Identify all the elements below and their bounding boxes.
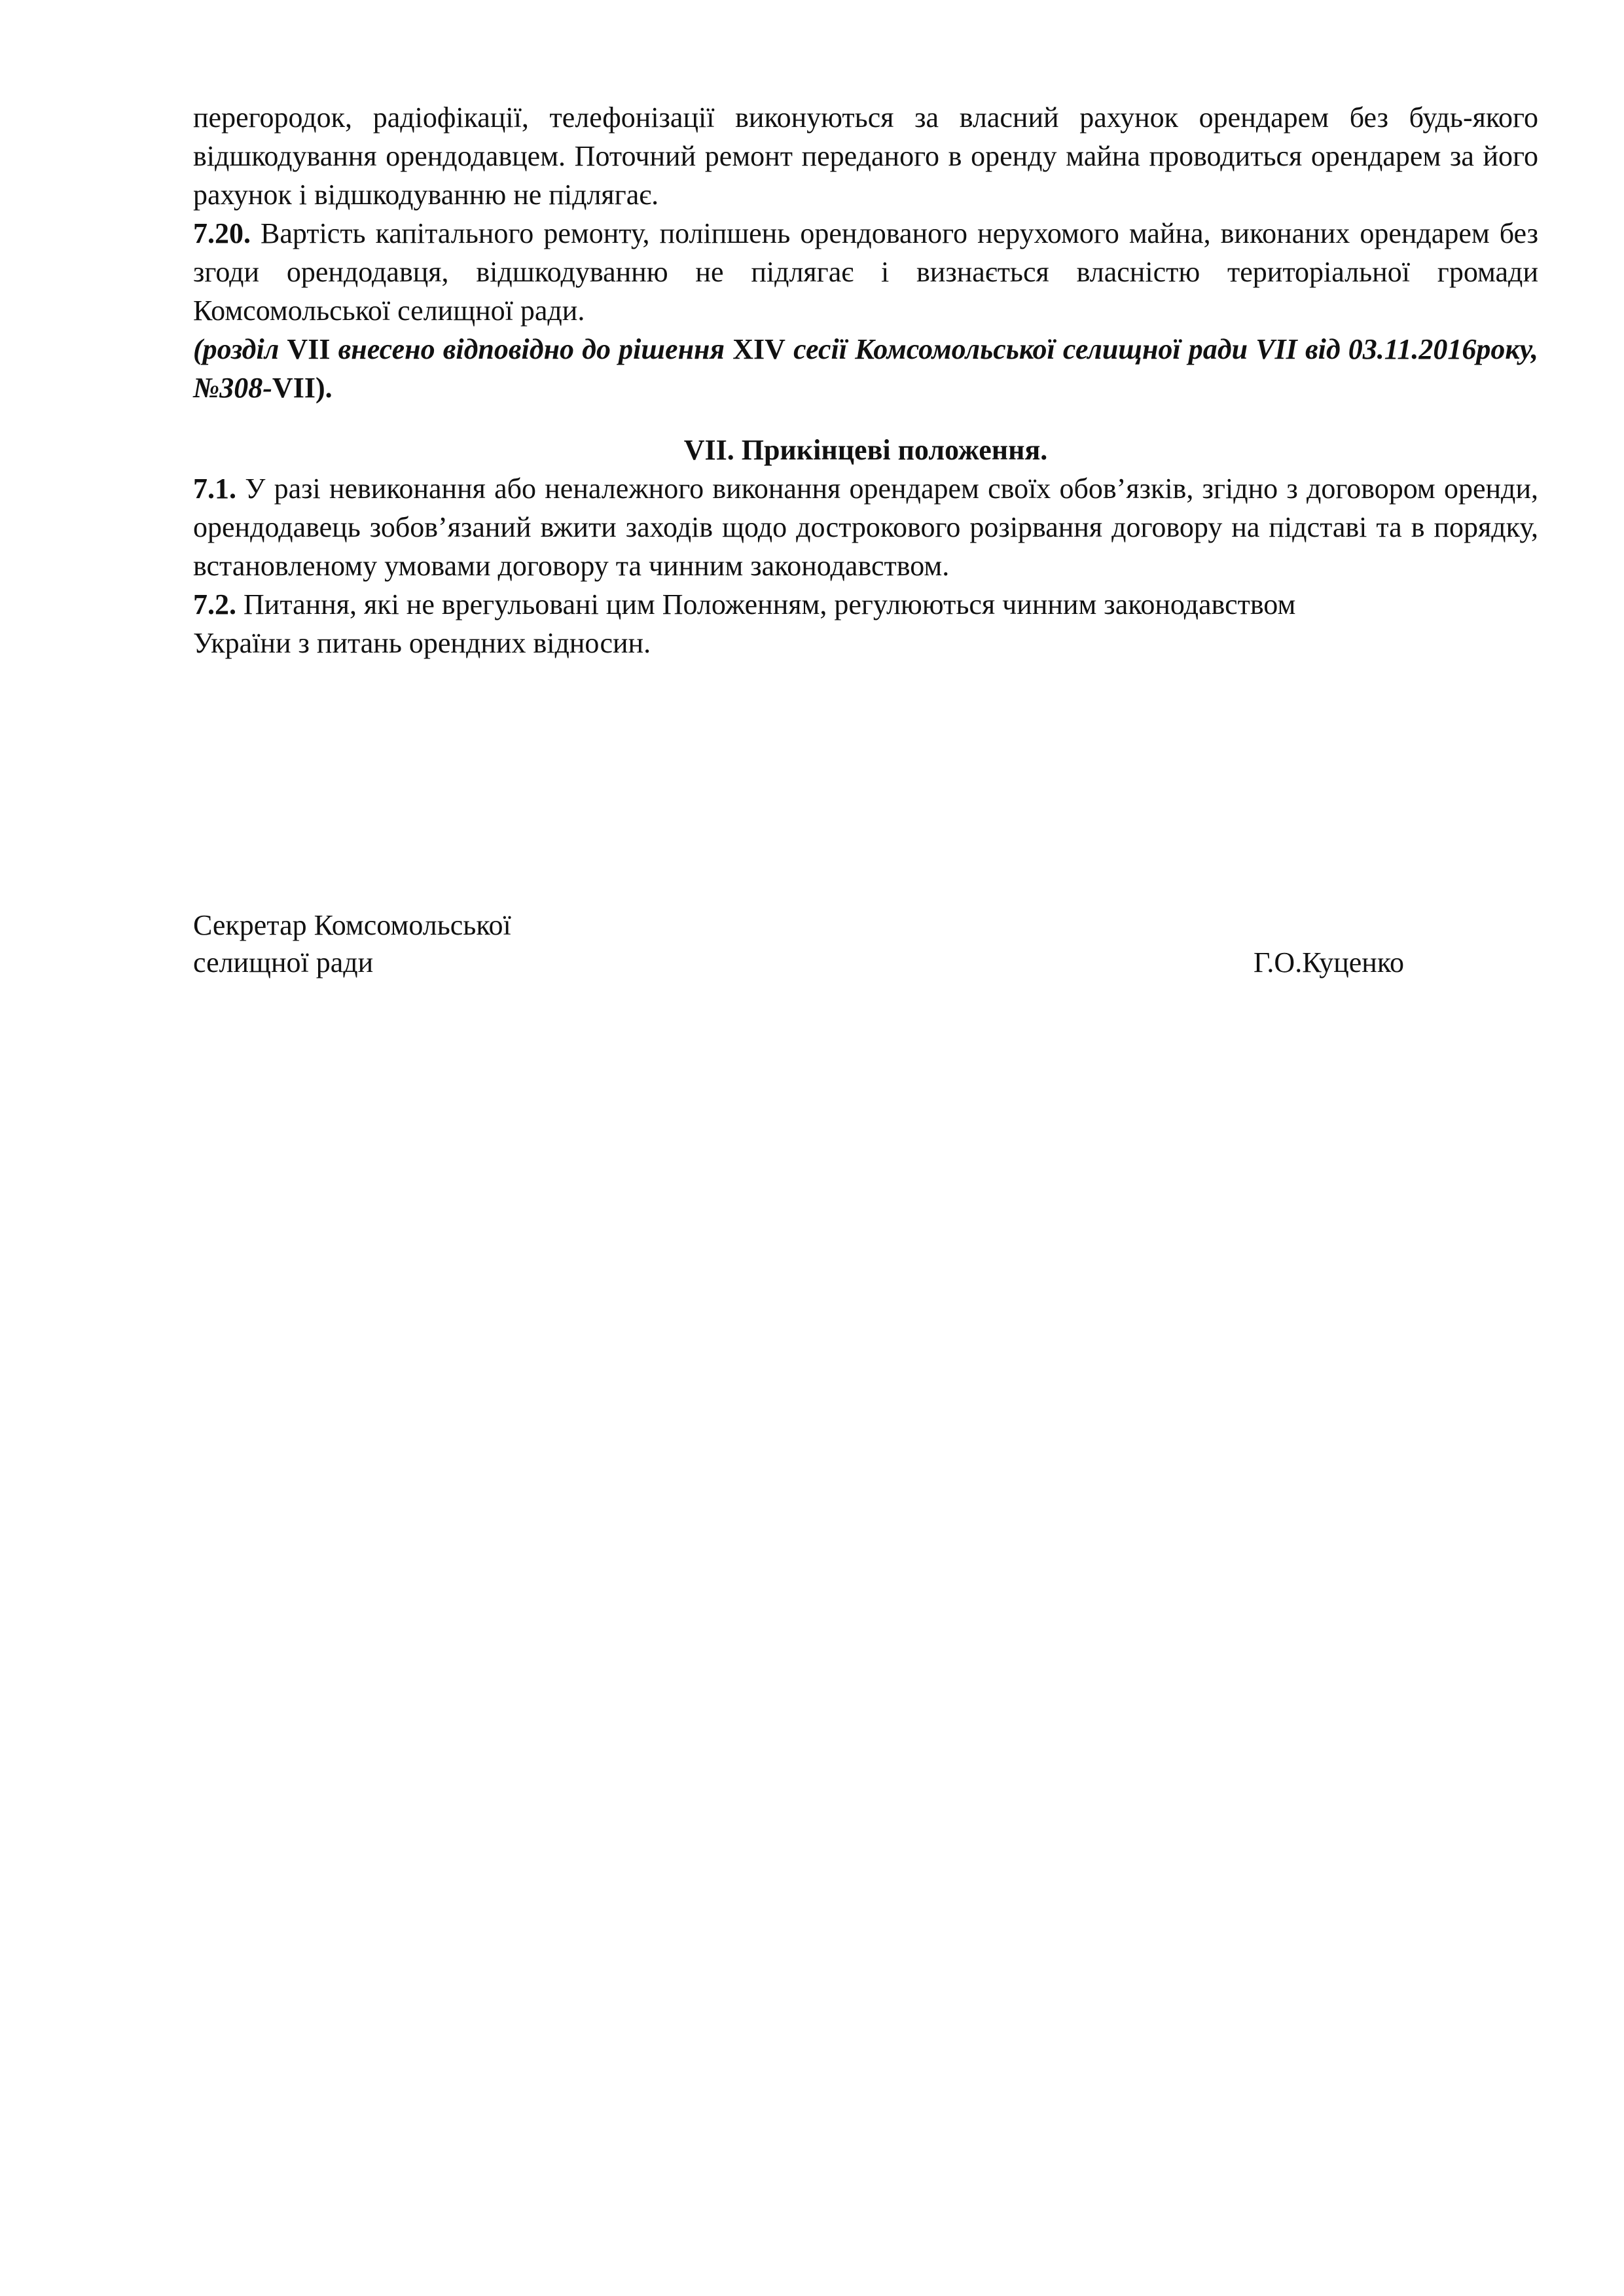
amendment-note [193,330,1538,407]
signature-title-line1: Секретар Комсомольської [193,909,511,941]
signature-row [193,944,1404,981]
paragraph-continuation-text: перегородок, радіофікації, телефонізації виконуються за власний рахунок орендарем без будь-якого відшкодування орендодавцем. Поточний ремонт переданого в оренду майна проводиться орендарем за його рахунок і відшкодуванню не підлягає. [193,101,1538,211]
paragraph-continuation [193,98,1538,214]
clause-number-7-1: 7.1. [193,473,236,505]
clause-number-7-20: 7.20. [193,217,251,249]
note-part-a: (розділ [193,333,287,365]
paragraph-7-1 [193,469,1538,585]
note-part-g: ). [315,372,333,404]
clause-text-7-1: У разі невиконання або неналежного виконання орендарем своїх обов’язків, згідно з договором оренди, орендодавець зобов’язаний вжити заходів щодо дострокового розірвання договору на підставі та в порядку, встановленому умовами договору та чинним законодавством. [193,473,1538,582]
note-part-b: VII [287,333,331,365]
note-part-e: сесії Комсомольської селищної ради VII від 03.11.2016року, №308- [193,333,1539,404]
document-body [193,98,1538,662]
signature-title-line2: селищної ради [193,946,374,978]
clause-text-7-2-line2: України з питань орендних відносин. [193,627,651,659]
clause-text-7-2-line1: Питання, які не врегульовані цим Положенням, регулюються чинним законодавством [236,588,1296,620]
paragraph-7-2 [193,585,1538,662]
signature-block [193,906,1404,981]
section-heading: VII. Прикінцеві положення. [683,434,1048,466]
note-part-f: VII [272,372,316,404]
paragraph-7-20 [193,214,1538,330]
signatory-name: Г.О.Куценко [1253,946,1404,978]
clause-text-7-20: Вартість капітального ремонту, поліпшень орендованого нерухомого майна, виконаних орендарем без згоди орендодавця, відшкодуванню не підлягає і визнається власністю територіальної громади Комсомольської селищної ради. [193,217,1538,327]
note-part-d: XIV [732,333,785,365]
note-part-c: внесено відповідно до рішення [330,333,733,365]
clause-number-7-2: 7.2. [193,588,236,620]
